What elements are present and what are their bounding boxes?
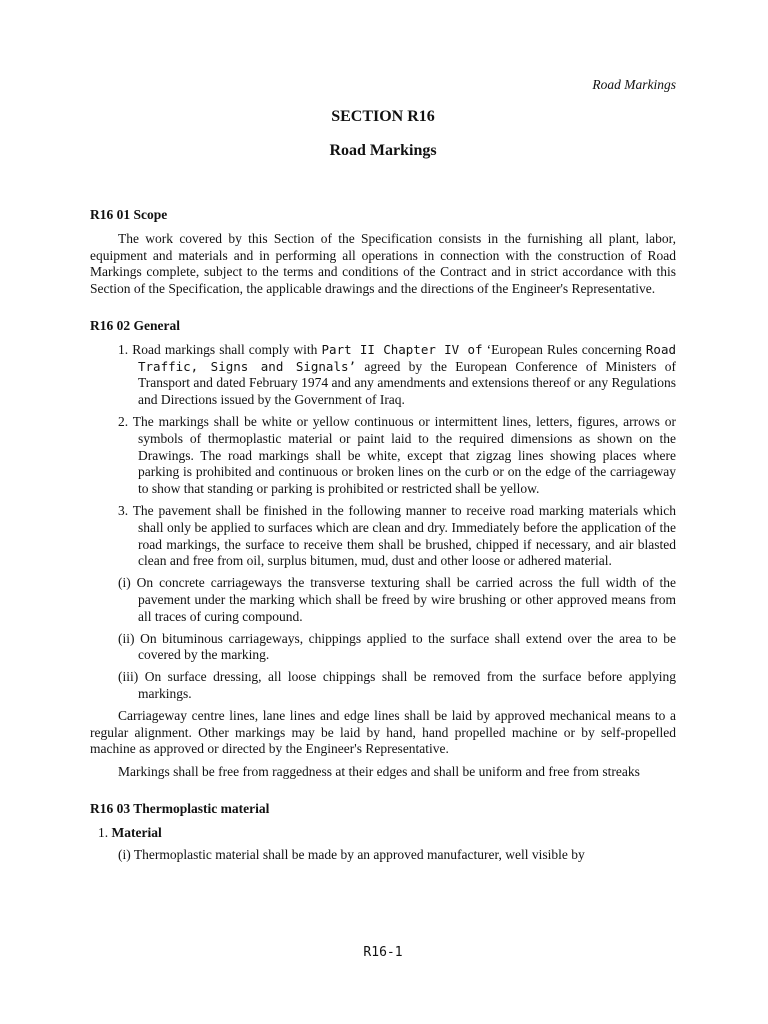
page-number: R16-1: [363, 945, 403, 960]
item-text-mono: Part II Chapter IV of: [321, 341, 483, 357]
general-paragraph-2: Markings shall be free from raggedness at their edges and shall be uniform and free from streaks: [118, 764, 640, 780]
general-item-1: [90, 342, 676, 409]
item-text-mid: ‘European Rules concerning: [482, 341, 646, 357]
material-number: 1.: [98, 824, 109, 840]
item-number: 3.: [118, 502, 129, 518]
item-text-post: agreed by the European Conference of Ministers of Transport and dated February 1974 and any amendments and extensions thereof or any Regulations and Directions issued by the Government of Iraq.: [138, 358, 676, 408]
scope-paragraph: The work covered by this Section of the Specification consists in the furnishing all plant, labor, equipment and materials and in performing all operations in connection with the construction of Road Markings complete, subject to the terms and conditions of the Contract and in strict accordance with this Section of the Specification, the applicable drawings and the directions of the Engineer's Representative.: [90, 230, 676, 297]
material-label: Material: [111, 824, 162, 840]
sub-item-text: On surface dressing, all loose chippings shall be removed from the surface before applying markings.: [138, 669, 676, 701]
general-item-3: [90, 503, 676, 570]
sub-item-number: (i): [118, 846, 131, 862]
running-header: Road Markings: [592, 77, 676, 92]
general-sub-item-iii: [90, 669, 676, 703]
general-paragraph-1: Carriageway centre lines, lane lines and edge lines shall be laid by approved mechanical means to a regular alignment. Other markings may be laid by hand, hand propelled machine or by self-propelled machine as approved or directed by the Engineer's Representative.: [90, 707, 676, 757]
general-sub-item-i: [90, 575, 676, 625]
item-text-mono-2: Road Traffic, Signs and Signals’: [138, 341, 676, 374]
item-text: The pavement shall be finished in the following manner to receive road marking materials which shall only be applied to surfaces which are clean and dry. Immediately before the application of the road markings, the surface to receive them shall be brushed, chipped if necessary, and air blasted clean and free from oil, surplus bitumen, mud, dust and other loose or adhered material.: [132, 502, 676, 569]
item-text-pre: Road markings shall comply with: [132, 341, 322, 357]
sub-item-number: (ii): [118, 630, 135, 646]
thermoplastic-sub-item-i: [90, 847, 676, 864]
section-title: SECTION R16: [331, 108, 435, 125]
item-number: 2.: [118, 413, 129, 429]
item-text: The markings shall be white or yellow continuous or intermittent lines, letters, figures, arrows or symbols of thermoplastic material or paint laid to the required dimensions as shown on the Drawings. The road markings shall be white, except that zigzag lines showing places where parking is prohibited and continuous or broken lines on the curb or on the edge of the carriageway to show that standing or parking is prohibited or restricted shall be yellow.: [132, 413, 676, 497]
general-heading: R16 02 General: [90, 317, 180, 333]
sub-item-number: (iii): [118, 669, 139, 685]
sub-item-text: On concrete carriageways the transverse texturing shall be carried across the full width of the pavement under the marking which shall be freed by wire brushing or other approved means from all traces of curing compound.: [136, 575, 676, 624]
thermoplastic-heading: R16 03 Thermoplastic material: [90, 800, 270, 816]
sub-item-text: Thermoplastic material shall be made by an approved manufacturer, well visible by: [133, 846, 585, 862]
sub-item-text: On bituminous carriageways, chippings applied to the surface shall extend over the area to be covered by the marking.: [138, 630, 676, 663]
general-sub-item-ii: [90, 631, 676, 665]
section-subtitle: Road Markings: [329, 142, 437, 159]
scope-heading: R16 01 Scope: [90, 207, 168, 222]
material-heading: [90, 825, 676, 842]
sub-item-number: (i): [118, 575, 131, 591]
item-number: 1.: [118, 341, 129, 357]
general-item-2: [90, 414, 676, 498]
document-body: [90, 207, 676, 868]
